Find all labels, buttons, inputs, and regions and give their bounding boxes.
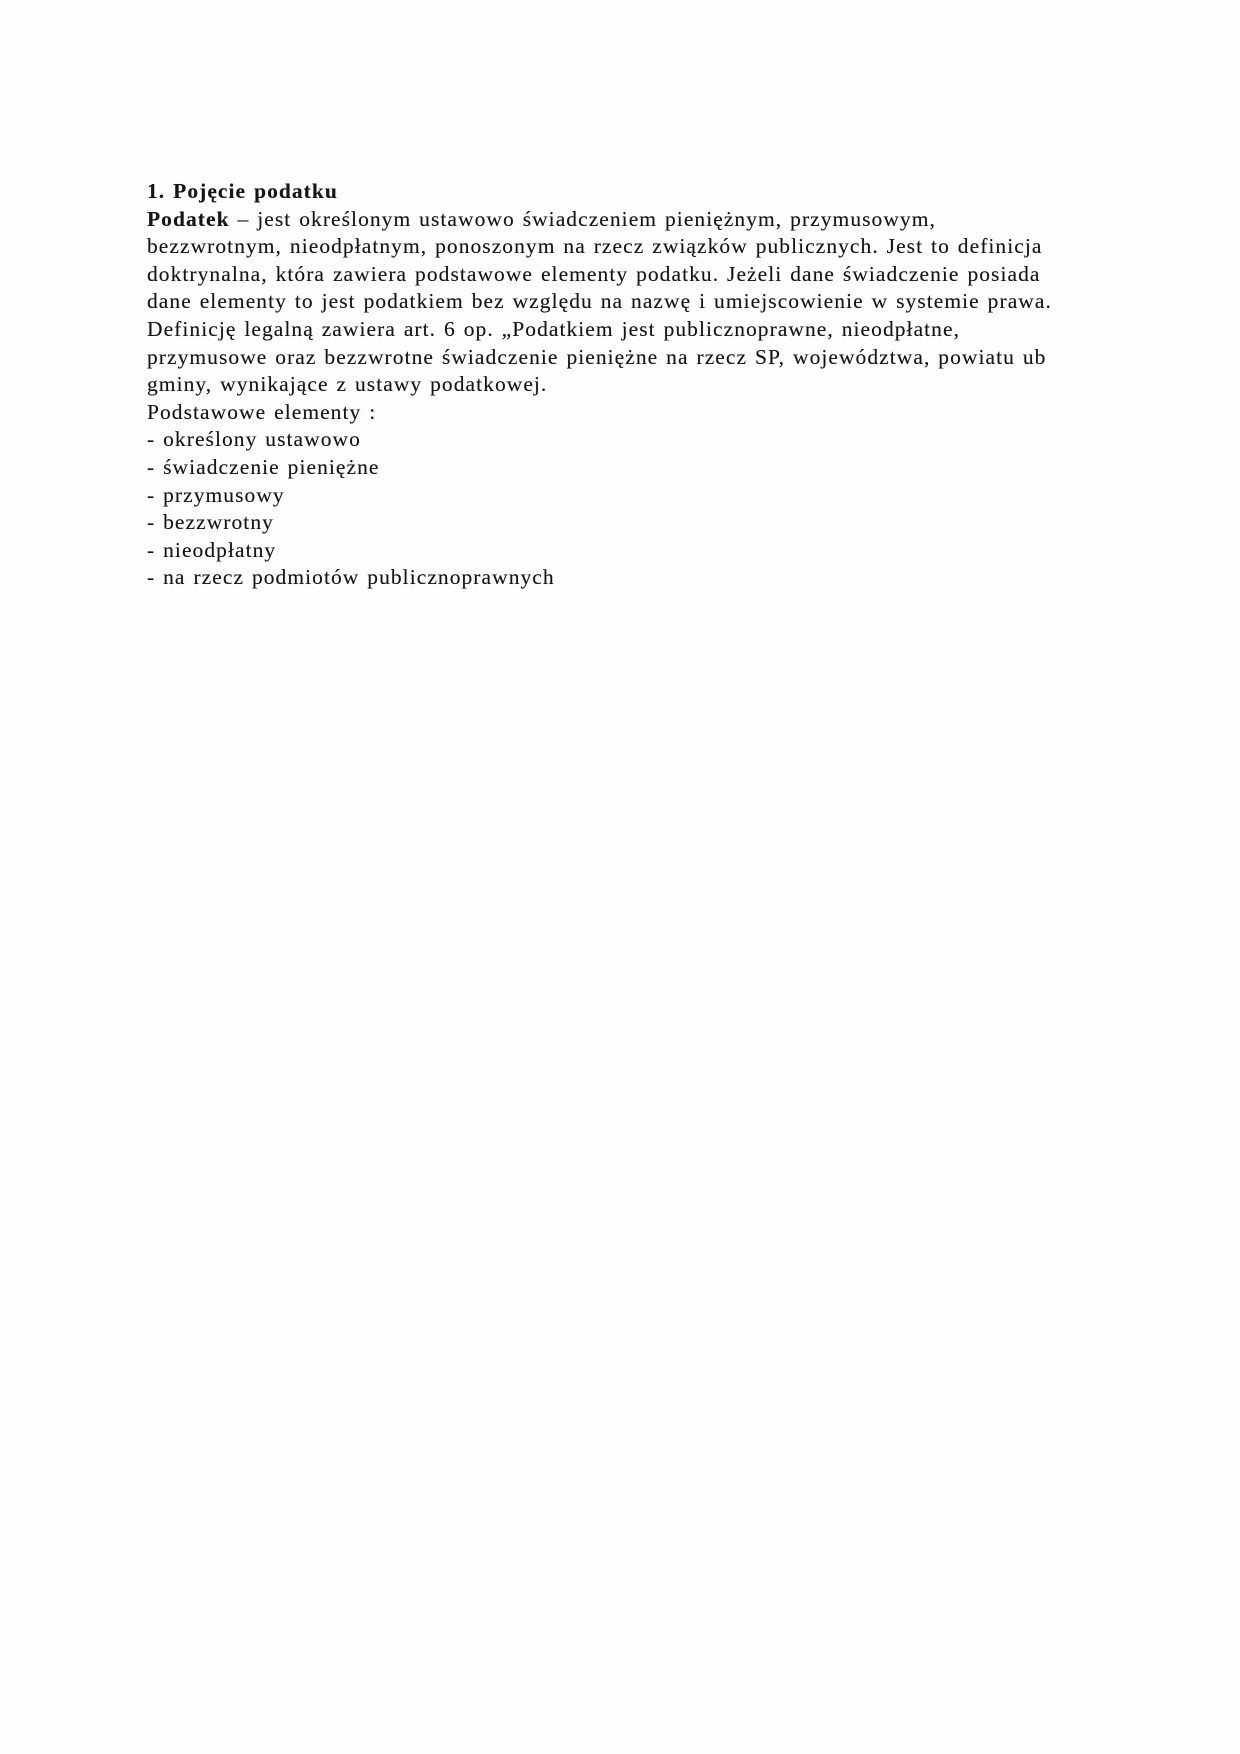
element-list-item: - na rzecz podmiotów publicznoprawnych xyxy=(147,565,555,590)
elements-list xyxy=(147,426,1052,592)
paragraph-line: doktrynalna, która zawiera podstawowe elementy podatku. Jeżeli dane świadczenie posiada xyxy=(147,261,1041,286)
paragraph-line: Definicję legalną zawiera art. 6 op. „Podatkiem jest publicznoprawne, nieodpłatne, xyxy=(147,316,961,341)
paragraph-lines xyxy=(147,233,1052,399)
paragraph-line: przymusowe oraz bezzwrotne świadczenie pieniężne na rzecz SP, województwa, powiatu ub xyxy=(147,344,1047,369)
element-list-item: - świadczenie pieniężne xyxy=(147,454,380,479)
elements-heading: Podstawowe elementy : xyxy=(147,399,377,424)
term-podatek: Podatek xyxy=(147,206,230,231)
paragraph-line: bezzwrotnym, nieodpłatnym, ponoszonym na rzecz związków publicznych. Jest to definicja xyxy=(147,234,1043,259)
paragraph-line: dane elementy to jest podatkiem bez względu na nazwę i umiejscowienie w systemie prawa. xyxy=(147,289,1052,314)
definition-first-line xyxy=(147,206,1052,234)
element-list-item: - określony ustawowo xyxy=(147,427,361,452)
text-block xyxy=(147,178,1052,592)
element-list-item: - przymusowy xyxy=(147,482,285,507)
element-list-item: - bezzwrotny xyxy=(147,510,274,535)
paragraph-line: gminy, wynikające z ustawy podatkowej. xyxy=(147,372,548,397)
definition-first-line-rest: – jest określonym ustawowo świadczeniem pieniężnym, przymusowym, xyxy=(229,206,936,231)
section-heading: 1. Pojęcie podatku xyxy=(147,179,338,203)
element-list-item: - nieodpłatny xyxy=(147,537,277,562)
